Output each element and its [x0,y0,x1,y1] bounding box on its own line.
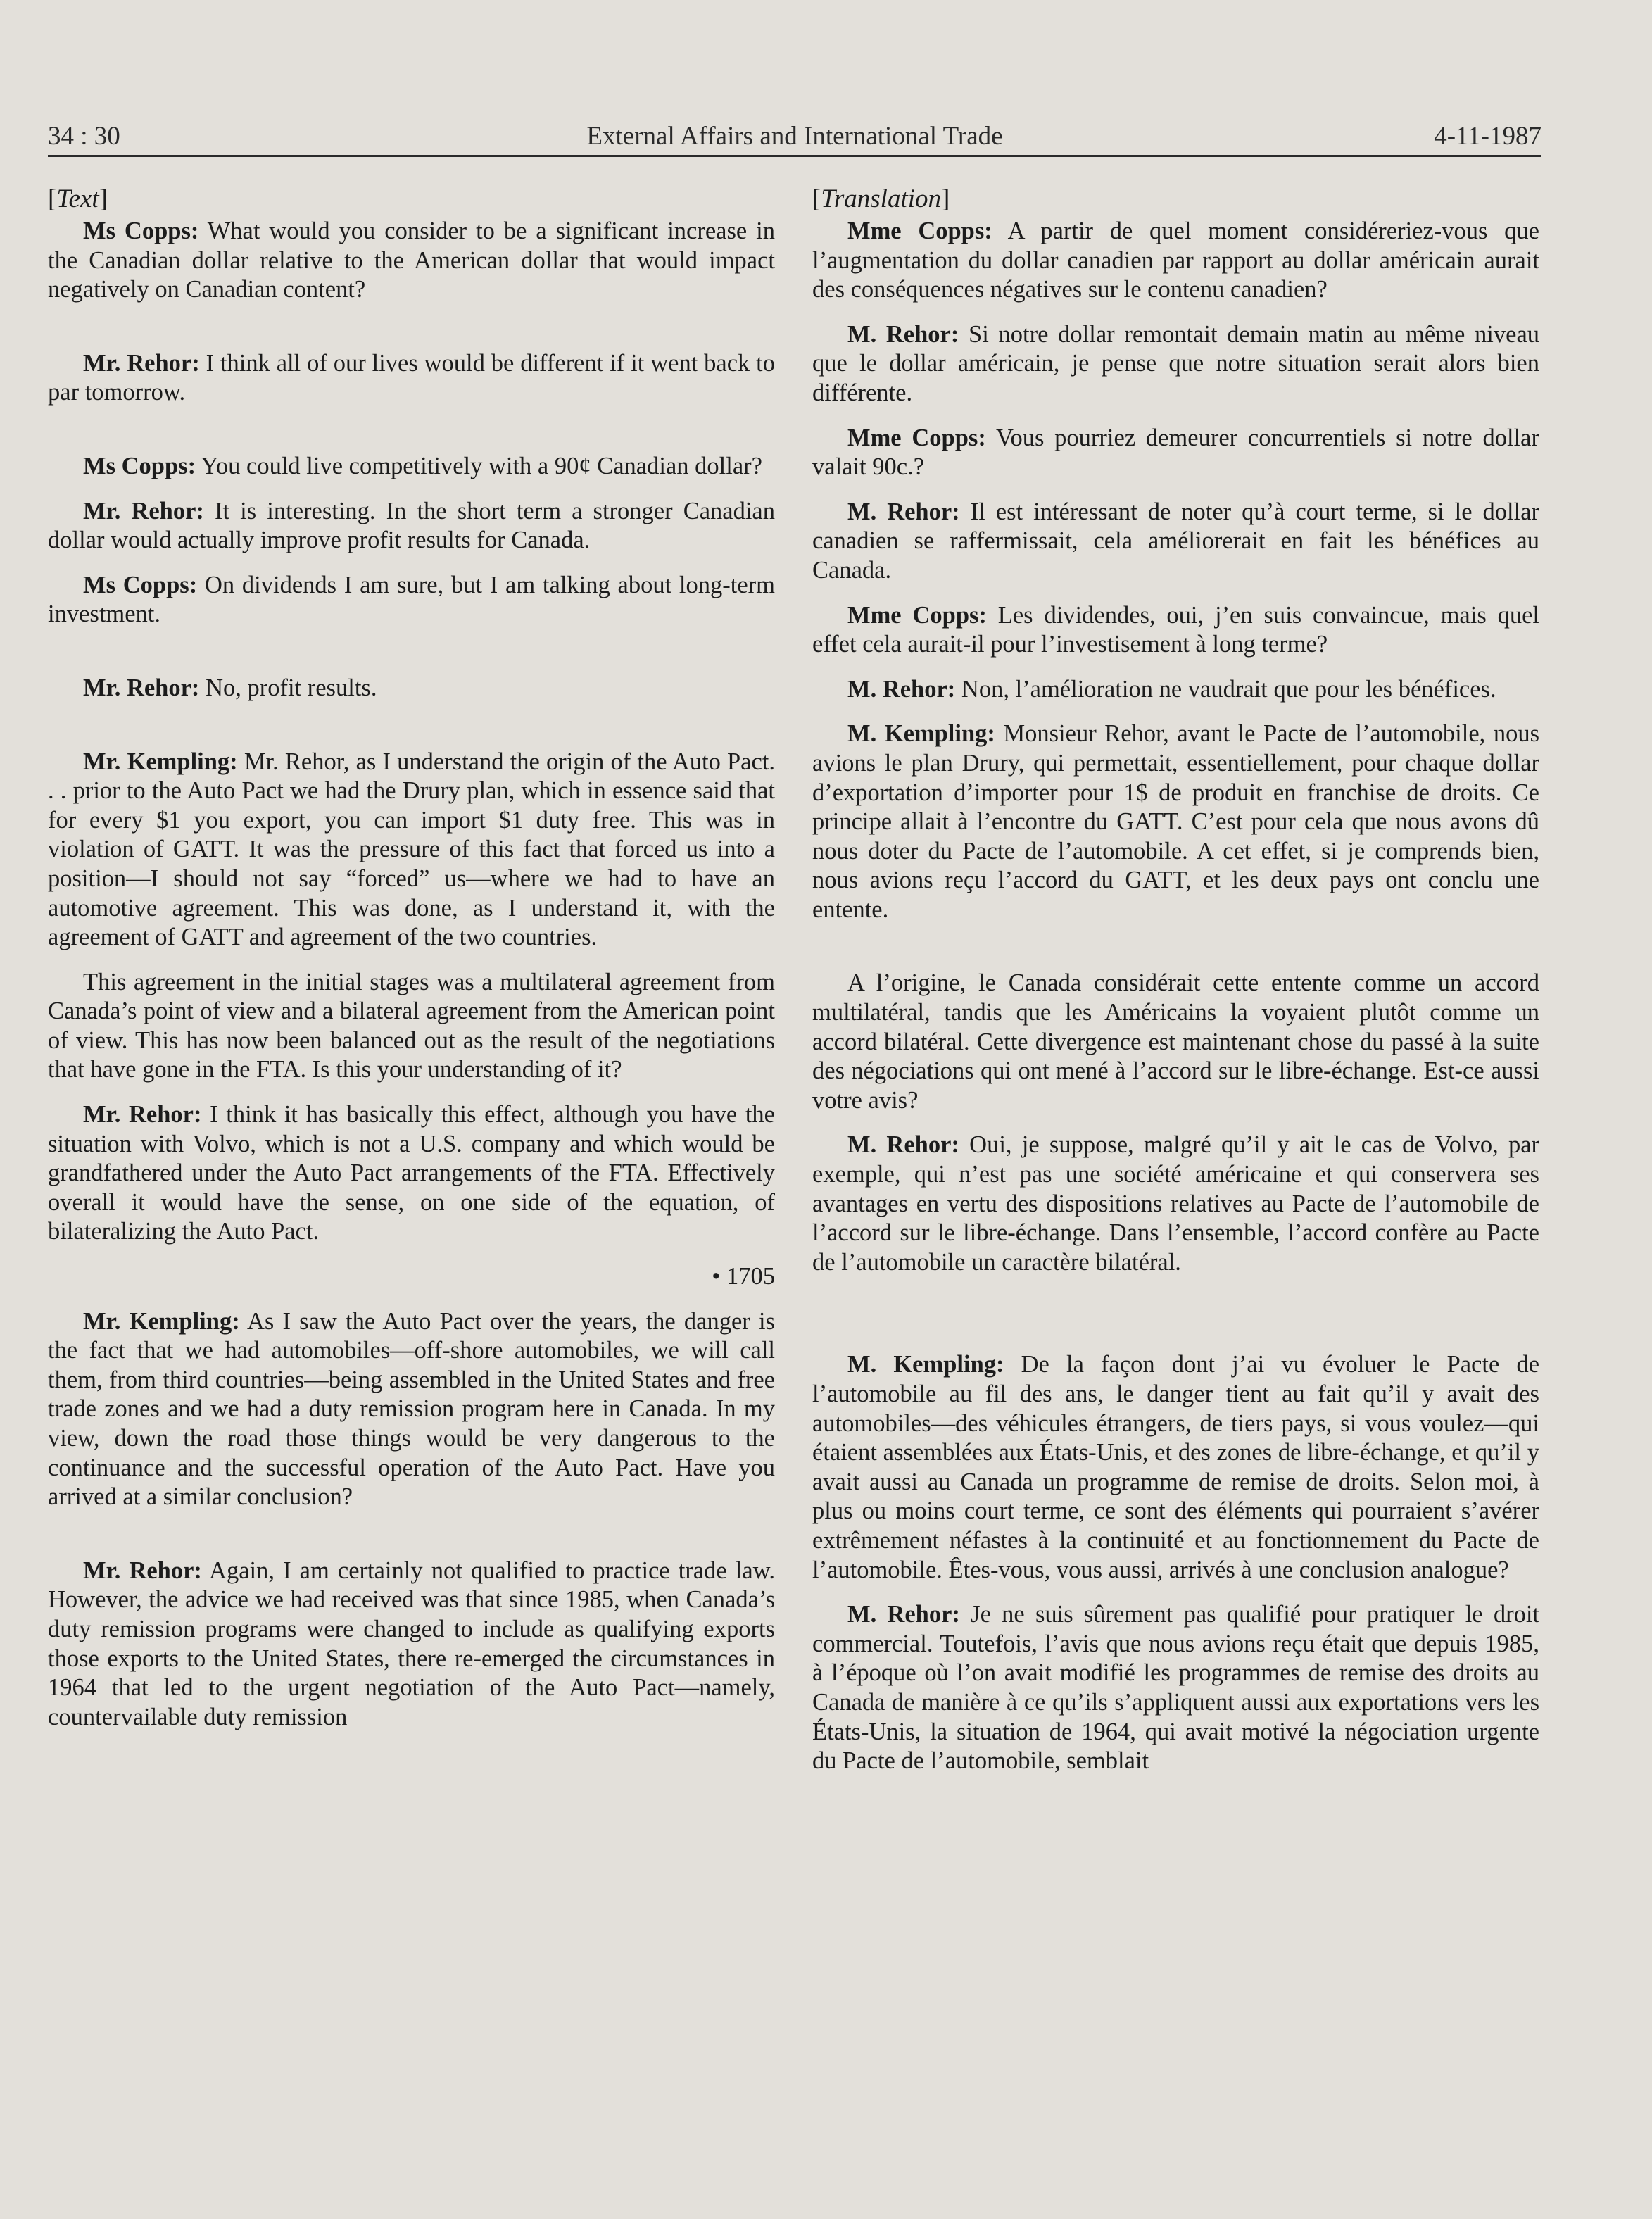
speech-text: I think all of our lives would be different if it went back to par tomorrow. [48,349,775,406]
transcript-paragraph [48,968,775,1085]
speech-text: This agreement in the initial stages was a multilateral agreement from Canada’s point of view and a bilateral agreement from the American point of view. This has now been balanced out as the result of the negotiations that have gone in the FTA. Is this your understanding of it? [48,968,775,1083]
transcript-paragraph [812,719,1539,924]
speech-text: No, profit results. [199,674,377,701]
speech-text: Il est intéressant de noter qu’à court terme, si le dollar canadien se raffermissait, cela améliorerait en fait les bénéfices au Canada. [812,498,1539,584]
transcript-paragraph [48,497,775,555]
transcript-paragraph [48,217,775,305]
page-number: 34 : 30 [48,122,120,151]
speaker-name: M. Rehor: [847,1601,960,1628]
speaker-name: Mr. Rehor: [83,1557,202,1584]
speaker-name: Ms Copps: [83,218,199,244]
speech-text: Vous pourriez demeurer concurrentiels si notre dollar valait 90c.? [812,424,1539,481]
speaker-name: M. Kempling: [847,1351,1004,1378]
speech-text: You could live competitively with a 90¢ Canadian dollar? [196,452,762,479]
speech-text: Monsieur Rehor, avant le Pacte de l’automobile, nous avions le plan Drury, qui permettait, essentiellement, pour chaque dollar d’exportation d’importer pour 1$ de produit en franchise de droits. Ce principe allait à l’encontre du GATT. C’est pour cela que nous avons dû nous doter du Pacte de l’automobile. A cet effet, si je comprends bien, nous avions reçu l’accord du GATT, et les deux pays ont conclu une entente. [812,720,1539,923]
speaker-name: Mr. Rehor: [83,674,200,701]
sitting-date: 4-11-1987 [1434,122,1541,151]
speaker-name: Ms Copps: [83,571,198,598]
speaker-name: M. Rehor: [847,675,956,703]
speech-text: Again, I am certainly not qualified to practice trade law. However, the advice we had received was that since 1985, when Canada’s duty remission programs were changed to include as qualifying exports those exports to the United States, there re-emerged the circumstances in 1964 that led to the urgent negotiation of the Auto Pact—namely, countervailable duty remission [48,1557,775,1730]
speech-text: Mr. Rehor, as I understand the origin of the Auto Pact. . . prior to the Auto Pact we had the Drury plan, which in essence said that for every $1 you export, you can import $1 duty free. This was in violation of GATT. It was the pressure of this fact that forced us into a position—I should not say “forced” us—where we had to have an automotive agreement. This was done, as I understand it, with the agreement of GATT and agreement of the two countries. [48,748,775,951]
transcript-paragraph [812,498,1539,586]
speech-text: It is interesting. In the short term a stronger Canadian dollar would actually improve profit results for Canada. [48,497,775,554]
transcript-paragraph [48,748,775,953]
speaker-name: Mr. Kempling: [83,748,238,775]
transcript-paragraph [812,320,1539,408]
speaker-name: Mme Copps: [847,601,987,629]
speaker-name: Mme Copps: [847,218,992,244]
transcript-paragraph [812,1350,1539,1585]
speaker-name: Mr. Kempling: [83,1307,240,1335]
speaker-name: M. Rehor: [847,1131,959,1159]
french-column [812,184,1539,1776]
speech-text: De la façon dont j’ai vu évoluer le Pacte de l’automobile au fil des ans, le danger tient au fait qu’il y avait des automobiles—des véhicules étrangers, de tiers pays, si vous voulez—qui étaient assemblées aux États-Unis, et des zones de libre-échange, et qu’il y avait aussi au Canada un programme de remise de droits. Selon moi, à plus ou moins court terme, ce sont des éléments qui pourraient s’avérer extrêmement néfastes à la continuité et au fonctionnement du Pacte de l’automobile. Êtes-vous, vous aussi, arrivés à une conclusion analogue? [812,1351,1540,1583]
speaker-name: Mr. Rehor: [83,497,204,524]
speech-text: Je ne suis sûrement pas qualifié pour pratiquer le droit commercial. Toutefois, l’avis que nous avions reçu était que depuis 1985, à l’époque où l’on avait modifié les programmes de remise des droits au Canada de manière à ce qu’ils s’appliquent aussi aux exportations vers les États-Unis, la situation de 1964, qui avait motivé la négociation urgente du Pacte de l’automobile, semblait [812,1601,1539,1775]
speech-text: A partir de quel moment considéreriez-vous que l’augmentation du dollar canadien par rapport au dollar américain aurait des conséquences négatives sur le contenu canadien? [812,218,1539,303]
transcript-paragraph [812,1131,1539,1277]
transcript-paragraph [48,452,775,482]
speech-text: I think it has basically this effect, although you have the situation with Volvo, which is not a U.S. company and which would be grandfathered under the Auto Pact arrangements of the FTA. Effectively overall it would have the sense, on one side of the equation, of bilateralizing the Auto Pact. [48,1101,775,1245]
page-header [48,118,1541,157]
speaker-name: Mr. Rehor: [83,1101,202,1129]
french-column-label: [Translation] [812,184,950,213]
transcript-paragraph [812,675,1539,705]
speech-text: Si notre dollar remontait demain matin au même niveau que le dollar américain, je pense que notre situation serait alors bien différente. [812,320,1540,406]
english-column [48,184,775,1732]
speech-text: As I saw the Auto Pact over the years, the danger is the fact that we had automobiles—off-shore automobiles, we will call them, from third countries—being assembled in the United States and free trade zones and we had a duty remission program here in Canada. In my view, down the road those things would be very dangerous to the continuance and the successful operation of the Auto Pact. Have you arrived at a similar conclusion? [48,1307,775,1511]
transcript-paragraph [812,601,1539,660]
transcript-paragraph [812,424,1539,482]
transcript-paragraph [48,1557,775,1733]
speech-text: A l’origine, le Canada considérait cette entente comme un accord multilatéral, tandis que les Américains la voyaient plutôt comme un accord bilatéral. Cette divergence est maintenant chose du passé à la suite des négociations qui ont mené à l’accord sur le libre-échange. Est-ce aussi votre avis? [812,969,1539,1114]
speaker-name: M. Rehor: [847,320,959,348]
speaker-name: M. Kempling: [847,720,995,748]
transcript-paragraph [48,1307,775,1512]
transcript-paragraph [48,571,775,629]
speaker-name: Ms Copps: [83,452,196,479]
speech-text: Oui, je suppose, malgré qu’il y ait le cas de Volvo, par exemple, qui n’est pas une société américaine et qui conservera ses avantages en vertu des dispositions relatives au Pacte de l’automobile de l’accord sur le libre-échange. Dans l’ensemble, l’accord confère au Pacte de l’automobile un caractère bilatéral. [812,1131,1539,1276]
committee-title: External Affairs and International Trade [586,122,1003,151]
transcript-paragraph [812,969,1539,1115]
transcript-paragraph [48,674,775,703]
speaker-name: Mme Copps: [847,424,986,451]
speaker-name: M. Rehor: [847,498,960,525]
transcript-paragraph [48,1100,775,1247]
time-marker: • 1705 [712,1263,775,1290]
speaker-name: Mr. Rehor: [83,349,200,377]
transcript-paragraph [48,349,775,408]
transcript-paragraph [812,1600,1539,1776]
english-column-label: [Text] [48,184,108,213]
speech-text: On dividends I am sure, but I am talking about long-term investment. [48,571,775,628]
speech-text: Non, l’amélioration ne vaudrait que pour les bénéfices. [955,675,1496,703]
transcript-paragraph [812,217,1539,305]
speech-text: What would you consider to be a significant increase in the Canadian dollar relative to the American dollar that would impact negatively on Canadian content? [48,218,775,303]
speech-text: Les dividendes, oui, j’en suis convaincue, mais quel effet cela aurait-il pour l’investisement à long terme? [812,601,1539,658]
